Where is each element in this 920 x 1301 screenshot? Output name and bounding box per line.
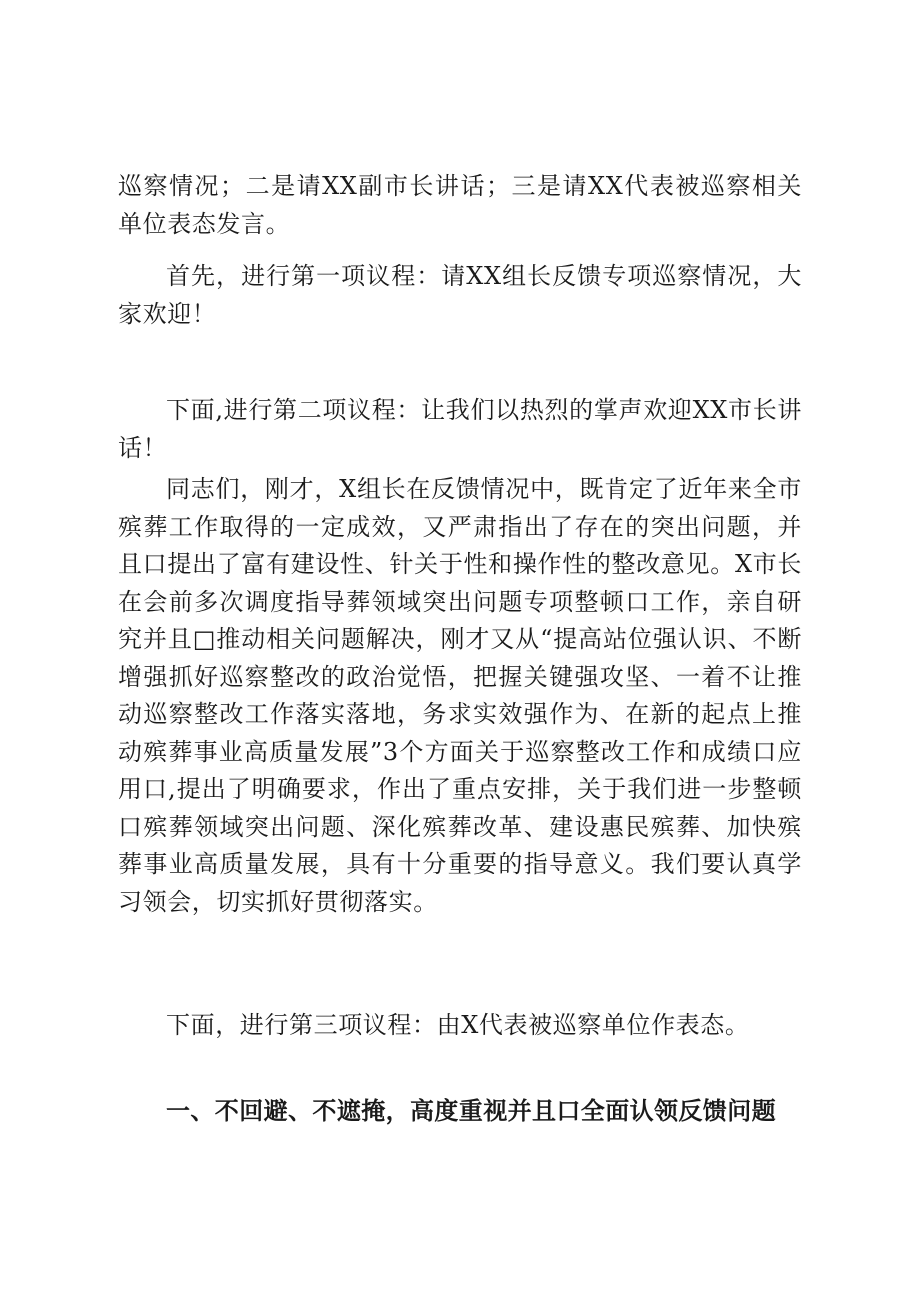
paragraph-main-speech: 同志们，刚才，X组长在反馈情况中，既肯定了近年来全市殡葬工作取得的一定成效，又严肃指出了存在的突出问题，并且口提出了富有建设性、针关于性和操作性的整改意见。X市长在会前多次调度指导葬领域突出问题专项整顿口工作，亲自研究并且□推动相关问题解决，刚才又从“提高站位强认识、不断增强抓好巡察整改的政治觉悟，把握关键强攻坚、一着不让推动巡察整改工作落实落地，务求实效强作为、在新的起点上推动殡葬事业高质量发展”3个方面关于巡察整改工作和成绩口应用口,提出了明确要求，作出了重点安排，关于我们进一步整顿口殡葬领域突出问题、深化殡葬改革、建设惠民殡葬、加快殡葬事业高质量发展，具有十分重要的指导意义。我们要认真学习领会，切实抓好贯彻落实。 (118, 475, 802, 916)
paragraph-third-item: 下面，进行第三项议程：由X代表被巡察单位作表态。 (166, 1011, 750, 1039)
paragraph-agenda-intro: 巡察情况；二是请XX副市长讲话；三是请XX代表被巡察相关单位表态发言。 (118, 172, 802, 238)
paragraph-second-item: 下面,进行第二项议程：让我们以热烈的掌声欢迎XX市长讲话！ (118, 396, 802, 462)
paragraph-first-item: 首先，进行第一项议程：请XX组长反馈专项巡察情况，大家欢迎！ (118, 262, 802, 328)
section-heading: 一、不回避、不遮掩，高度重视并且口全面认领反馈问题 (166, 1097, 776, 1125)
